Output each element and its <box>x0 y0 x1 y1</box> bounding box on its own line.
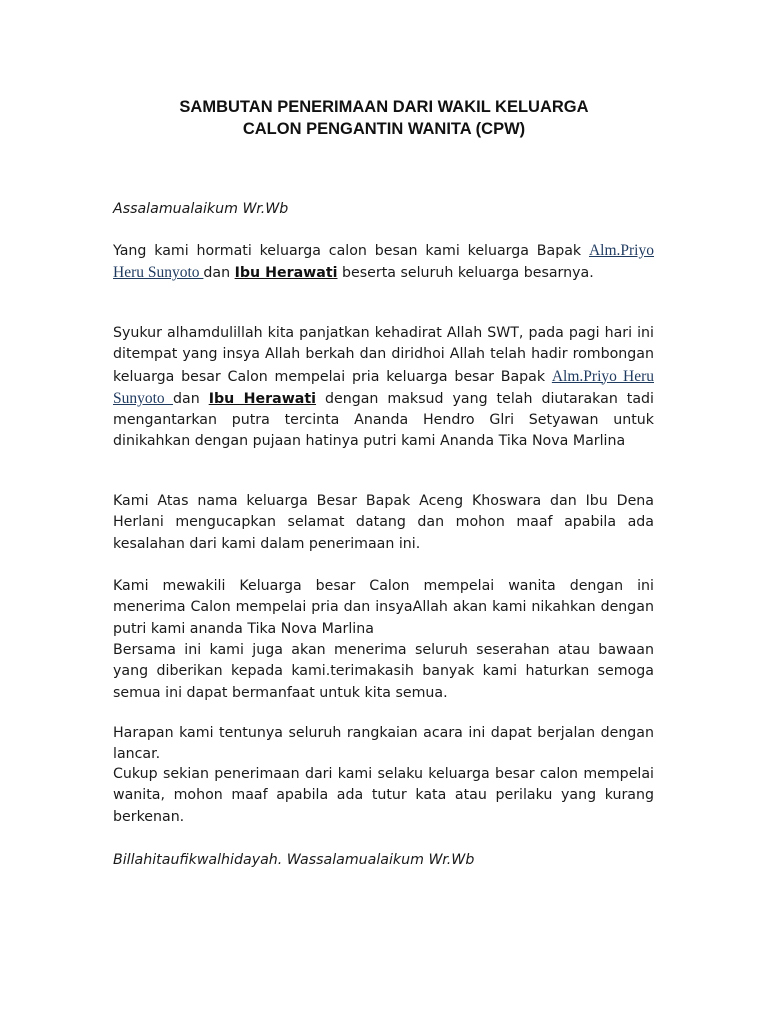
paragraph-acceptance: Kami mewakili Keluarga besar Calon mempelai wanita dengan ini menerima Calon mempelai pria dan insyaAllah akan kami nikahkan dengan putri kami ananda Tika Nova Marlina <box>113 578 654 637</box>
greeting: Assalamualaikum Wr.Wb <box>113 201 289 217</box>
document-title-line2: CALON PENGANTIN WANITA (CPW) <box>242 120 526 138</box>
paragraph-apology: Cukup sekian penerimaan dari kami selaku keluarga besar calon mempelai wanita, mohon maaf apabila ada tutur kata atau perilaku yang kurang berkenan. <box>113 766 654 825</box>
paragraph-honored-guests <box>113 240 654 285</box>
paragraph-text: dan <box>203 265 235 282</box>
groom-mother-name: Ibu Herawati <box>234 265 338 282</box>
paragraph-text: dengan maksud yang telah diutarakan tadi mengantarkan putra tercinta Ananda Hendro Glri Setyawan untuk dinikahkan dengan pujaan hatinya putri kami Ananda Tika Nova Marlina <box>113 390 654 450</box>
paragraph-text: Yang kami hormati keluarga calon besan kami keluarga Bapak <box>113 243 589 259</box>
paragraph-gratitude <box>113 323 654 453</box>
paragraph-seserahan: Bersama ini kami juga akan menerima seluruh seserahan atau bawaan yang diberikan kepada kami.terimakasih banyak kami haturkan semoga semua ini dapat bermanfaat untuk kita semua. <box>113 642 654 701</box>
paragraph-text: beserta seluruh keluarga besarnya. <box>337 265 594 282</box>
paragraph-welcome: Kami Atas nama keluarga Besar Bapak Aceng Khoswara dan Ibu Dena Herlani mengucapkan selamat datang dan mohon maaf apabila ada kesalahan dari kami dalam penerimaan ini. <box>113 493 654 552</box>
paragraph-text: Syukur alhamdulillah kita panjatkan kehadirat Allah SWT, pada pagi hari ini ditempat yang insya Allah berkah dan diridhoi Allah telah hadir rombongan keluarga besar Calon mempelai pria keluarga besar Bapak <box>113 325 654 385</box>
groom-mother-name: Ibu Herawati <box>208 390 317 407</box>
groom-father-name: Alm.Priyo Heru Sunyoto <box>113 242 654 282</box>
groom-father-name: Alm.Priyo Heru Sunyoto <box>113 367 654 407</box>
paragraph-hope: Harapan kami tentunya seluruh rangkaian acara ini dapat berjalan dengan lancar. <box>113 725 654 763</box>
closing-salam: Billahitaufikwalhidayah. Wassalamualaikum Wr.Wb <box>113 852 475 868</box>
paragraph-text: dan <box>173 390 209 407</box>
document-title-line1: SAMBUTAN PENERIMAAN DARI WAKIL KELUARGA <box>179 98 589 116</box>
